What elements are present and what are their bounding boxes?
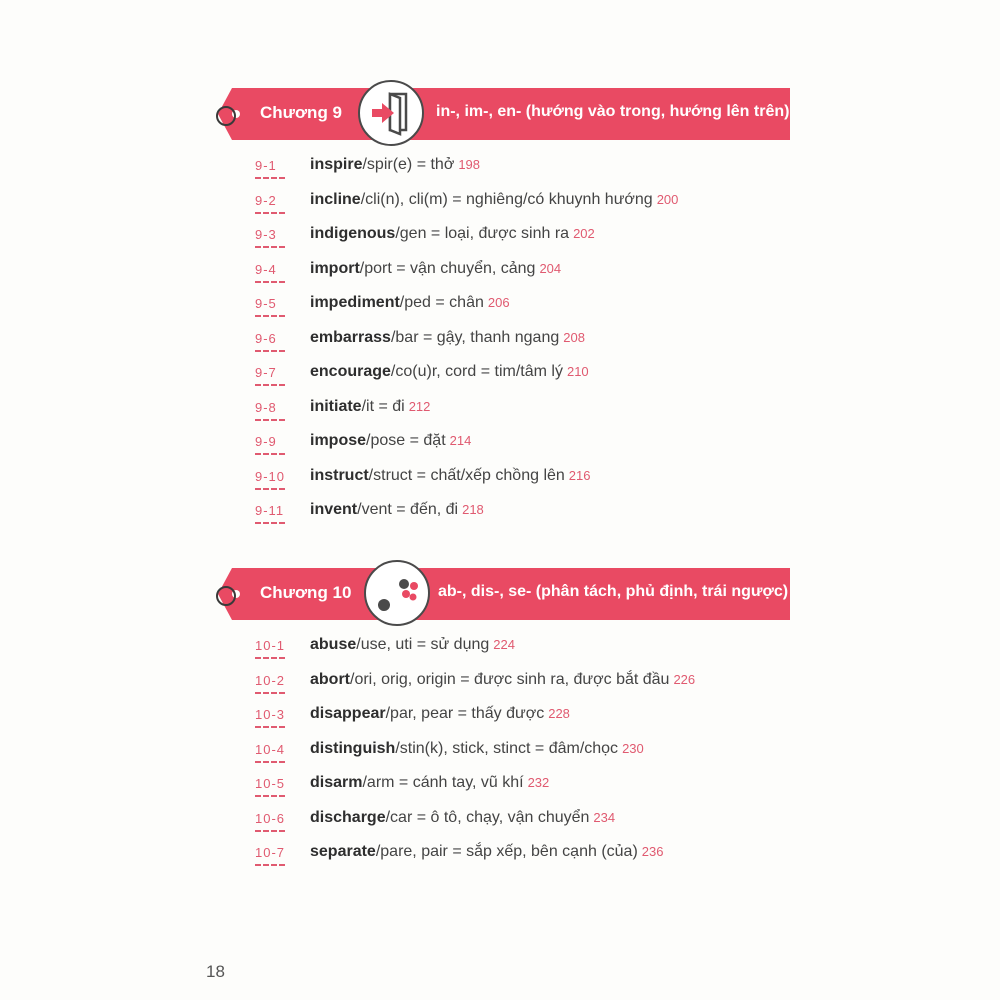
- entry-word: disarm: [310, 774, 363, 791]
- chapter-description: ab-, dis-, se- (phân tách, phủ định, trái ngược): [438, 583, 789, 600]
- entry-text: [310, 501, 484, 519]
- entry-word: embarrass: [310, 328, 391, 346]
- separated-dots-icon: [364, 560, 430, 626]
- entry-word: discharge: [310, 808, 386, 826]
- entry-word: invent: [310, 501, 358, 518]
- entry-text: [310, 329, 585, 347]
- entry-number-underline: [255, 795, 285, 797]
- entry-root-meaning: /pare, pair = sắp xếp, bên cạnh (của): [375, 843, 638, 860]
- entry-number: 9-1: [255, 158, 277, 173]
- entry-word: disappear: [310, 705, 386, 722]
- entry-page-ref: 228: [548, 706, 570, 721]
- entry-root-meaning: /cli(n), cli(m) = nghiêng/có khuynh hướng: [360, 190, 653, 208]
- entry-text: [310, 363, 589, 381]
- entry-root-meaning: /stin(k), stick, stinct = đâm/chọc: [395, 739, 619, 757]
- entry-word: abuse: [310, 636, 357, 653]
- banner-ring-icon: [216, 586, 236, 606]
- entry-root-meaning: /car = ô tô, chạy, vận chuyển: [385, 808, 590, 826]
- entry-text: [310, 225, 595, 243]
- entry-page-ref: 218: [462, 502, 484, 517]
- entry-word: distinguish: [310, 739, 396, 757]
- entry-number: 9-8: [255, 399, 277, 415]
- entry-text: [310, 467, 591, 485]
- entry-word: separate: [310, 843, 376, 860]
- entry-number: 10-3: [255, 707, 286, 722]
- entry-number: 9-4: [255, 261, 277, 277]
- entry-number-underline: [255, 246, 285, 248]
- entry-root-meaning: /it = đi: [361, 397, 405, 415]
- entry-number-underline: [255, 384, 285, 386]
- entry-word: indigenous: [310, 225, 396, 242]
- entry-text: [310, 809, 615, 827]
- entry-word: initiate: [310, 397, 362, 415]
- entry-number: 9-2: [255, 192, 277, 208]
- entry-root-meaning: /par, pear = thấy được: [385, 705, 545, 722]
- entry-page-ref: 206: [487, 295, 510, 310]
- entry-text: [310, 260, 561, 278]
- entry-root-meaning: /pose = đặt: [366, 432, 446, 449]
- entry-root-meaning: /ped = chân: [399, 294, 484, 311]
- entry-root-meaning: /ori, orig, origin = được sinh ra, được bắt đầu: [350, 670, 670, 688]
- entry-text: [310, 740, 644, 758]
- entry-number: 9-11: [255, 503, 285, 518]
- entry-page-ref: 200: [656, 191, 679, 207]
- entry-root-meaning: /struct = chất/xếp chồng lên: [368, 466, 565, 484]
- chapter-title: Chương 10: [260, 583, 352, 602]
- page-number: 18: [206, 962, 225, 981]
- chapter-9-banner: [232, 88, 790, 140]
- entry-number-underline: [255, 761, 285, 763]
- entry-root-meaning: /gen = loại, được sinh ra: [395, 225, 570, 242]
- entry-root-meaning: /vent = đến, đi: [357, 501, 459, 518]
- entry-number-underline: [255, 864, 285, 866]
- entry-text: [310, 432, 471, 450]
- entry-number: 9-3: [255, 227, 277, 242]
- entry-word: incline: [310, 190, 361, 208]
- chapter-description: in-, im-, en- (hướng vào trong, hướng lên trên): [436, 103, 790, 120]
- entry-number-underline: [255, 522, 285, 524]
- entry-number: 9-10: [255, 468, 286, 484]
- entry-number-underline: [255, 315, 285, 317]
- entry-word: encourage: [310, 363, 391, 380]
- entry-number-underline: [255, 453, 285, 455]
- entry-root-meaning: /arm = cánh tay, vũ khí: [362, 774, 524, 791]
- entry-number: 10-6: [255, 810, 286, 826]
- entry-number: 10-5: [255, 776, 286, 791]
- entry-page-ref: 210: [566, 364, 589, 379]
- banner-ring-icon: [216, 106, 236, 126]
- entry-text: [310, 294, 510, 312]
- entry-root-meaning: /co(u)r, cord = tim/tâm lý: [390, 363, 563, 380]
- entry-text: [310, 671, 695, 689]
- enter-door-icon: [358, 80, 424, 146]
- entry-number-underline: [255, 488, 285, 490]
- entry-page-ref: 236: [641, 844, 664, 859]
- entry-number: 10-4: [255, 741, 286, 757]
- entry-page-ref: 204: [539, 260, 562, 276]
- entry-number-underline: [255, 212, 285, 214]
- entry-text: [310, 705, 570, 723]
- entry-number-underline: [255, 692, 285, 694]
- chapter-title: Chương 9: [260, 103, 343, 122]
- entry-root-meaning: /spir(e) = thở: [362, 156, 455, 173]
- entry-word: abort: [310, 670, 350, 688]
- entry-page-ref: 230: [622, 740, 644, 756]
- entry-page-ref: 226: [673, 671, 696, 687]
- entry-word: instruct: [310, 466, 369, 484]
- entry-number-underline: [255, 281, 285, 283]
- entry-page-ref: 198: [458, 157, 481, 172]
- entry-root-meaning: /use, uti = sử dụng: [356, 636, 490, 653]
- entry-text: [310, 191, 678, 209]
- entry-page-ref: 214: [449, 433, 472, 448]
- entry-page-ref: 216: [568, 467, 591, 483]
- entry-page-ref: 202: [573, 226, 595, 241]
- entry-number: 10-1: [255, 638, 286, 653]
- entry-number: 9-6: [255, 330, 277, 346]
- entry-number: 9-5: [255, 296, 277, 311]
- entry-word: impose: [310, 432, 367, 449]
- entry-number-underline: [255, 350, 285, 352]
- entry-page-ref: 212: [408, 398, 431, 414]
- entry-page-ref: 224: [493, 637, 515, 652]
- entry-number: 10-2: [255, 672, 286, 688]
- entry-root-meaning: /port = vận chuyển, cảng: [359, 259, 536, 277]
- entry-number: 9-9: [255, 434, 277, 449]
- entry-text: [310, 156, 480, 174]
- chapter-10-banner: [232, 568, 790, 620]
- entry-text: [310, 843, 663, 861]
- entry-number-underline: [255, 830, 285, 832]
- entry-number-underline: [255, 657, 285, 659]
- entry-number-underline: [255, 177, 285, 179]
- entry-number-underline: [255, 726, 285, 728]
- entry-page-ref: 234: [593, 809, 616, 825]
- entry-text: [310, 398, 430, 416]
- entry-page-ref: 208: [563, 329, 585, 345]
- entry-text: [310, 636, 515, 654]
- entry-number-underline: [255, 419, 285, 421]
- entry-number: 9-7: [255, 365, 277, 380]
- entry-number: 10-7: [255, 845, 286, 860]
- entry-word: impediment: [310, 294, 400, 311]
- entry-text: [310, 774, 549, 792]
- entry-word: import: [310, 259, 360, 277]
- entry-root-meaning: /bar = gậy, thanh ngang: [390, 328, 560, 346]
- entry-word: inspire: [310, 156, 363, 173]
- entry-page-ref: 232: [527, 775, 550, 790]
